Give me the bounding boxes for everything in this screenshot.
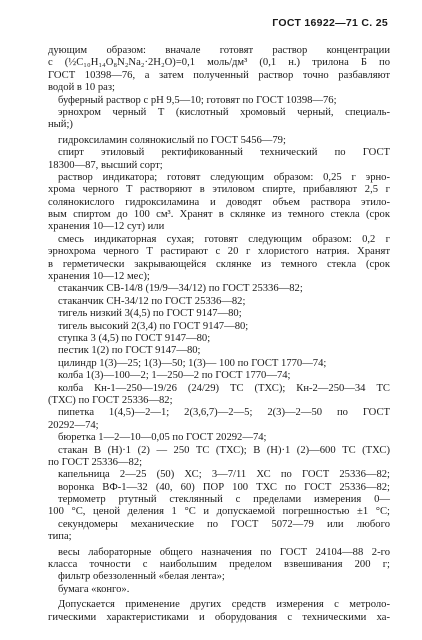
text-line: гическими характеристиками и оборудования с техническими ха- [48, 611, 390, 623]
text-line: буферный раствор с pH 9,5—10; готовят по ГОСТ 10398—76; [58, 94, 337, 106]
text-line: стаканчик СВ-14/8 (19/9—34/12) по ГОСТ 25336—82; [58, 283, 303, 295]
text-line: воронка ВФ-1—32 (40, 60) ПОР 100 ТХС по ГОСТ 25336—82; [58, 481, 390, 493]
text-line: весы лабораторные общего назначения по ГОСТ 24104—88 2-го [58, 546, 390, 558]
text-line: стаканчик СН-34/12 по ГОСТ 25336—82; [58, 295, 246, 307]
document-body [48, 45, 390, 624]
text-line: фильтр обеззоленный «белая лента»; [58, 571, 225, 583]
text-line: класса точности с наибольшим пределом взвешивания 200 г; [48, 559, 390, 571]
text-line: тигель низкий 3(4,5) по ГОСТ 9147—80; [58, 308, 242, 320]
text-line: хрома черного Т растворяют в этиловом спирте, прибавляют 2,5 г [48, 184, 390, 196]
text-line: колба 1(3)—100—2; 1—250—2 по ГОСТ 1770—74; [58, 370, 291, 382]
text-line: бюретка 1—2—10—0,05 по ГОСТ 20292—74; [58, 432, 267, 444]
text-line: водой в 10 раз; [48, 82, 115, 94]
text-line: вым спиртом до 100 см³. Хранят в склянке из темного стекла (срок [48, 209, 390, 221]
text-line: c (½C₁₀H₁₄O₈N₂Na₂·2H₂O)=0,1 моль/дм³ (0,1 н.) трилона Б по [48, 57, 390, 69]
text-line: смесь индикаторная сухая; готовят следующим образом: 0,2 г [58, 233, 390, 245]
text-line: эрнохром черный Т (кислотный хромовый черный, специаль- [58, 106, 390, 118]
text-line: бумага «конго». [58, 583, 130, 595]
text-line: в герметически закрывающейся склянке из темного стекла (срок [48, 258, 390, 270]
text-line: 20292—74; [48, 419, 99, 431]
text-line: ный;) [48, 119, 73, 131]
text-line: по ГОСТ 25336—82; [48, 456, 143, 468]
text-line: 100 °С, ценой деления 1 °С и допускаемой погрешностью ±1 °С; [48, 506, 390, 518]
text-line: цилиндр 1(3)—25; 1(3)—50; 1(3)— 100 по ГОСТ 1770—74; [58, 357, 327, 369]
text-line: эрнохрома черного Т растирают с 20 г хлористого натрия. Хранят [48, 246, 390, 258]
text-line: стакан В (Н)·1 (2) — 250 ТС (ТХС); В (Н)·1 (2)—600 ТС (ТХС) [58, 444, 390, 456]
text-line: хранения 10—12 сут) или [48, 221, 165, 233]
text-line: гидроксиламин солянокислый по ГОСТ 5456—79; [58, 134, 286, 146]
text-line: пипетка 1(4,5)—2—1; 2(3,6,7)—2—5; 2(3)—2—50 по ГОСТ [58, 407, 390, 419]
text-line: 18300—87, высший сорт; [48, 159, 163, 171]
text-line: солянокислого гидроксиламина и доводят объем раствора этило- [48, 196, 390, 208]
text-line: ступка 3 (4,5) по ГОСТ 9147—80; [58, 332, 211, 344]
text-line: тигель высокий 2(3,4) по ГОСТ 9147—80; [58, 320, 249, 332]
text-line: капельница 2—25 (50) ХС; 3—7/11 ХС по ГОСТ 25336—82; [58, 469, 390, 481]
text-line: пестик 1(2) по ГОСТ 9147—80; [58, 345, 201, 357]
text-line: (ТХС) по ГОСТ 25336—82; [48, 394, 173, 406]
text-line: ГОСТ 10398—76, а затем полученный раствор точно разбавляют [48, 69, 390, 81]
page-header: ГОСТ 16922—71 С. 25 [272, 17, 388, 29]
text-line: типа; [48, 531, 72, 543]
text-line: спирт этиловый ректификованный технический по ГОСТ [58, 147, 390, 159]
text-line: раствор индикатора; готовят следующим образом: 0,25 г эрно- [58, 171, 390, 183]
text-line: Допускается применение других средств измерения с метроло- [58, 599, 390, 611]
text-line: секундомеры механические по ГОСТ 5072—79 или любого [58, 518, 390, 530]
text-line: термометр ртутный стеклянный с пределами измерения 0— [58, 494, 390, 506]
text-line: колба Кн-1—250—19/26 (24/29) ТС (ТХС); Кн-2—250—34 ТС [58, 382, 390, 394]
text-line: дующим образом: вначале готовят раствор концентрации [48, 45, 390, 56]
text-line: хранения 10—12 мес); [48, 271, 150, 283]
